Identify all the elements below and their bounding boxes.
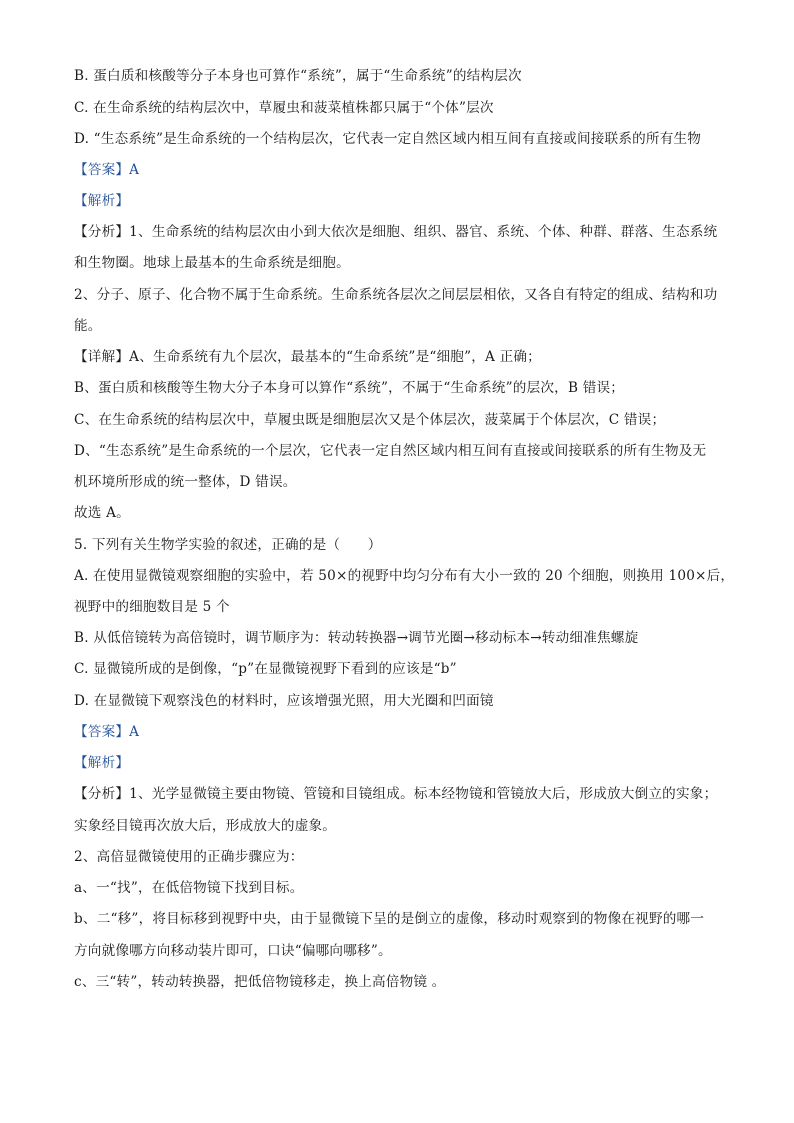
detail-paragraph: 【详解】A、生命系统有九个层次，最基本的“生命系统”是“细胞”，A 正确； [74,349,541,365]
question-5: 5. 下列有关生物学实验的叙述，正确的是（ ） [74,537,382,553]
step-item: a、一“找”，在低倍物镜下找到目标。 [74,880,304,896]
analysis-paragraph: 实象经目镜再次放大后，形成放大的虚象。 [74,818,337,834]
detail-paragraph: 机环境所形成的统一整体，D 错误。 [74,474,297,490]
q5-option-d: D. 在显微镜下观察浅色的材料时，应该增强光照，用大光圈和凹面镜 [74,693,494,709]
analysis-paragraph: 【分析】1、光学显微镜主要由物镜、管镜和目镜组成。标本经物镜和管镜放大后，形成放大倒立的实象； [74,786,718,802]
analysis-paragraph: 【分析】1、生命系统的结构层次由小到大依次是细胞、组织、器官、系统、个体、种群、群落、生态系统 [74,224,718,240]
option-d: D. “生态系统”是生命系统的一个结构层次，它代表一定自然区域内相互间有直接或间接联系的所有生物 [74,131,702,147]
analysis-paragraph: 2、高倍显微镜使用的正确步骤应为： [74,849,304,865]
step-item: c、三“转”，转动转换器，把低倍物镜移走，换上高倍物镜 。 [74,974,446,990]
detail-paragraph: D、“生态系统”是生命系统的一个层次，它代表一定自然区域内相互间有直接或间接联系的所有生物及无 [74,443,707,459]
step-item: 方向就像哪方向移动装片即可，口诀“偏哪向哪移”。 [74,943,392,959]
conclusion: 故选 A。 [74,505,130,521]
answer-label: 【答案】A [74,724,140,740]
option-c: C. 在生命系统的结构层次中，草履虫和菠菜植株都只属于“个体”层次 [74,100,494,116]
detail-paragraph: B、蛋白质和核酸等生物大分子本身可以算作“系统”，不属于“生命系统”的层次，B 错误； [74,380,625,396]
analysis-paragraph: 能。 [74,318,102,334]
analysis-paragraph: 2、分子、原子、化合物不属于生命系统。生命系统各层次之间层层相依，又各自有特定的组成、结构和功 [74,287,718,303]
q5-option-c: C. 显微镜所成的是倒像，“p”在显微镜视野下看到的应该是“b” [74,661,457,677]
q5-option-b: B. 从低倍镜转为高倍镜时，调节顺序为：转动转换器→调节光圈→移动标本→转动细准焦螺旋 [74,630,639,646]
analysis-heading: 【解析】 [74,193,130,209]
detail-paragraph: C、在生命系统的结构层次中，草履虫既是细胞层次又是个体层次，菠菜属于个体层次，C 错误； [74,412,666,428]
q5-option-a: A. 在使用显微镜观察细胞的实验中，若 50×的视野中均匀分布有大小一致的 20 个细胞，则换用 100×后， [74,568,735,584]
q5-option-a: 视野中的细胞数目是 5 个 [74,599,230,615]
analysis-paragraph: 和生物圈。地球上最基本的生命系统是细胞。 [74,255,350,271]
option-b: B. 蛋白质和核酸等分子本身也可算作“系统”，属于“生命系统”的结构层次 [74,68,522,84]
answer-label: 【答案】A [74,162,140,178]
analysis-heading: 【解析】 [74,755,130,771]
step-item: b、二“移”，将目标移到视野中央，由于显微镜下呈的是倒立的虚像，移动时观察到的物像在视野的哪一 [74,911,705,927]
